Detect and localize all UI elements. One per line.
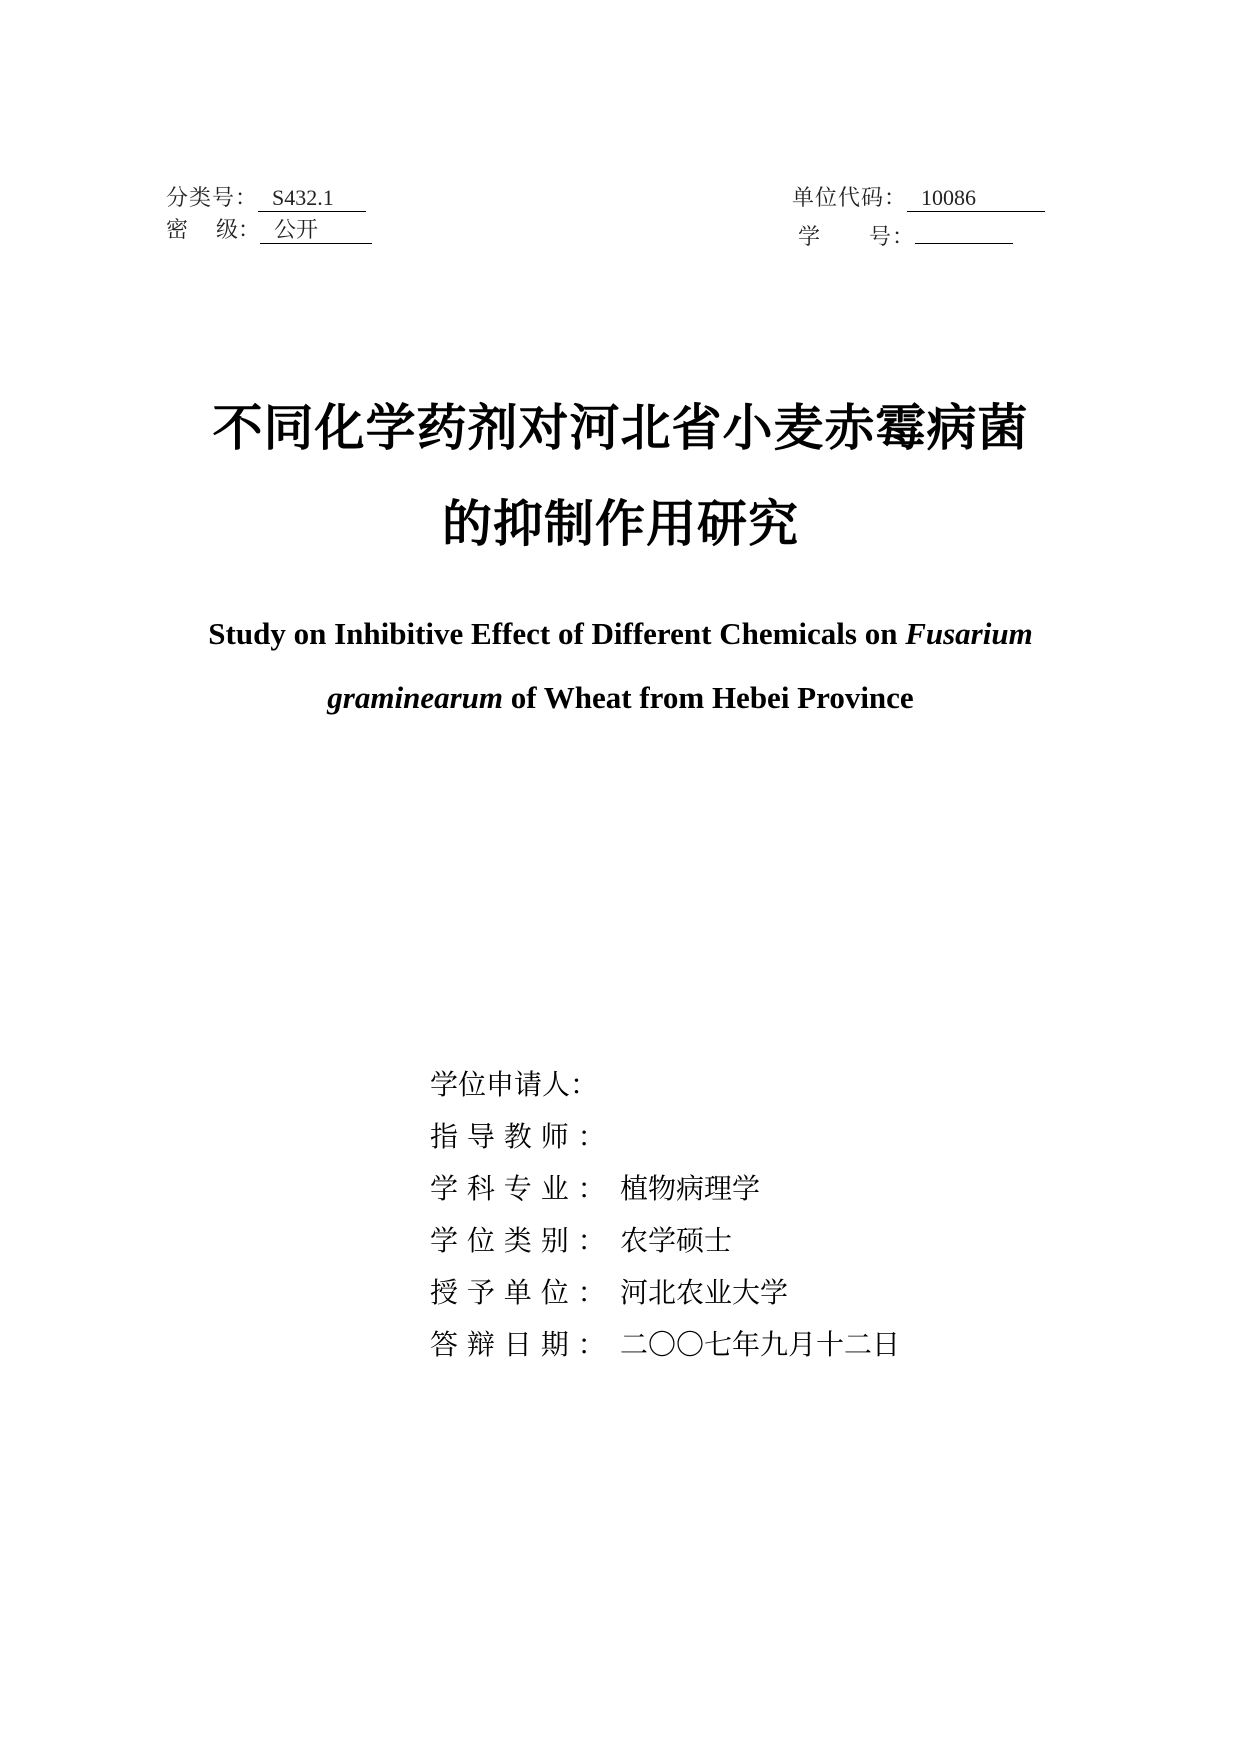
info-row-supervisor <box>430 1117 900 1169</box>
major-value: 植物病理学 <box>620 1172 761 1205</box>
info-row-applicant <box>430 1065 900 1117</box>
english-title-line-1-text: Study on Inhibitive Effect of Different Chemicals on <box>208 616 906 651</box>
security-level-label: 密 级： <box>166 218 260 243</box>
major-label: 学 科 专 业 ： <box>430 1172 606 1205</box>
student-id-value <box>915 216 1013 244</box>
info-row-granting-unit <box>430 1273 900 1325</box>
unit-code-field <box>792 184 1045 213</box>
security-level-field <box>166 216 372 245</box>
student-id-label: 学 号： <box>798 225 915 250</box>
degree-type-label: 学 位 类 别 ： <box>430 1224 606 1257</box>
defense-date-label: 答 辩 日 期 ： <box>430 1328 606 1361</box>
classification-field <box>166 184 366 213</box>
unit-code-value: 10086 <box>907 184 1045 212</box>
granting-unit-label: 授 予 单 位 ： <box>430 1276 606 1309</box>
info-row-defense-date <box>430 1325 900 1377</box>
chinese-title-line-2: 的抑制作用研究 <box>442 495 799 553</box>
english-title-line-2-text: of Wheat from Hebei Province <box>503 680 914 715</box>
classification-label: 分类号： <box>166 186 259 211</box>
info-row-degree-type <box>430 1221 900 1273</box>
student-id-field <box>798 216 1013 252</box>
thesis-info-block <box>430 1065 900 1377</box>
security-level-value: 公开 <box>260 216 372 244</box>
english-title-line-2 <box>0 678 1241 718</box>
english-title-genus: Fusarium <box>905 616 1033 651</box>
defense-date-value: 二〇〇七年九月十二日 <box>620 1328 901 1361</box>
degree-type-value: 农学硕士 <box>620 1224 733 1257</box>
granting-unit-value: 河北农业大学 <box>620 1276 789 1309</box>
supervisor-label: 指 导 教 师 ： <box>430 1120 606 1153</box>
classification-value: S432.1 <box>258 184 366 212</box>
unit-code-label: 单位代码： <box>792 186 908 211</box>
applicant-label: 学位申请人： <box>430 1068 599 1101</box>
chinese-title-line-1: 不同化学药剂对河北省小麦赤霉病菌 <box>212 399 1029 457</box>
info-row-major <box>430 1169 900 1221</box>
english-title-line-1 <box>0 614 1241 654</box>
english-title-species: graminearum <box>327 680 504 715</box>
